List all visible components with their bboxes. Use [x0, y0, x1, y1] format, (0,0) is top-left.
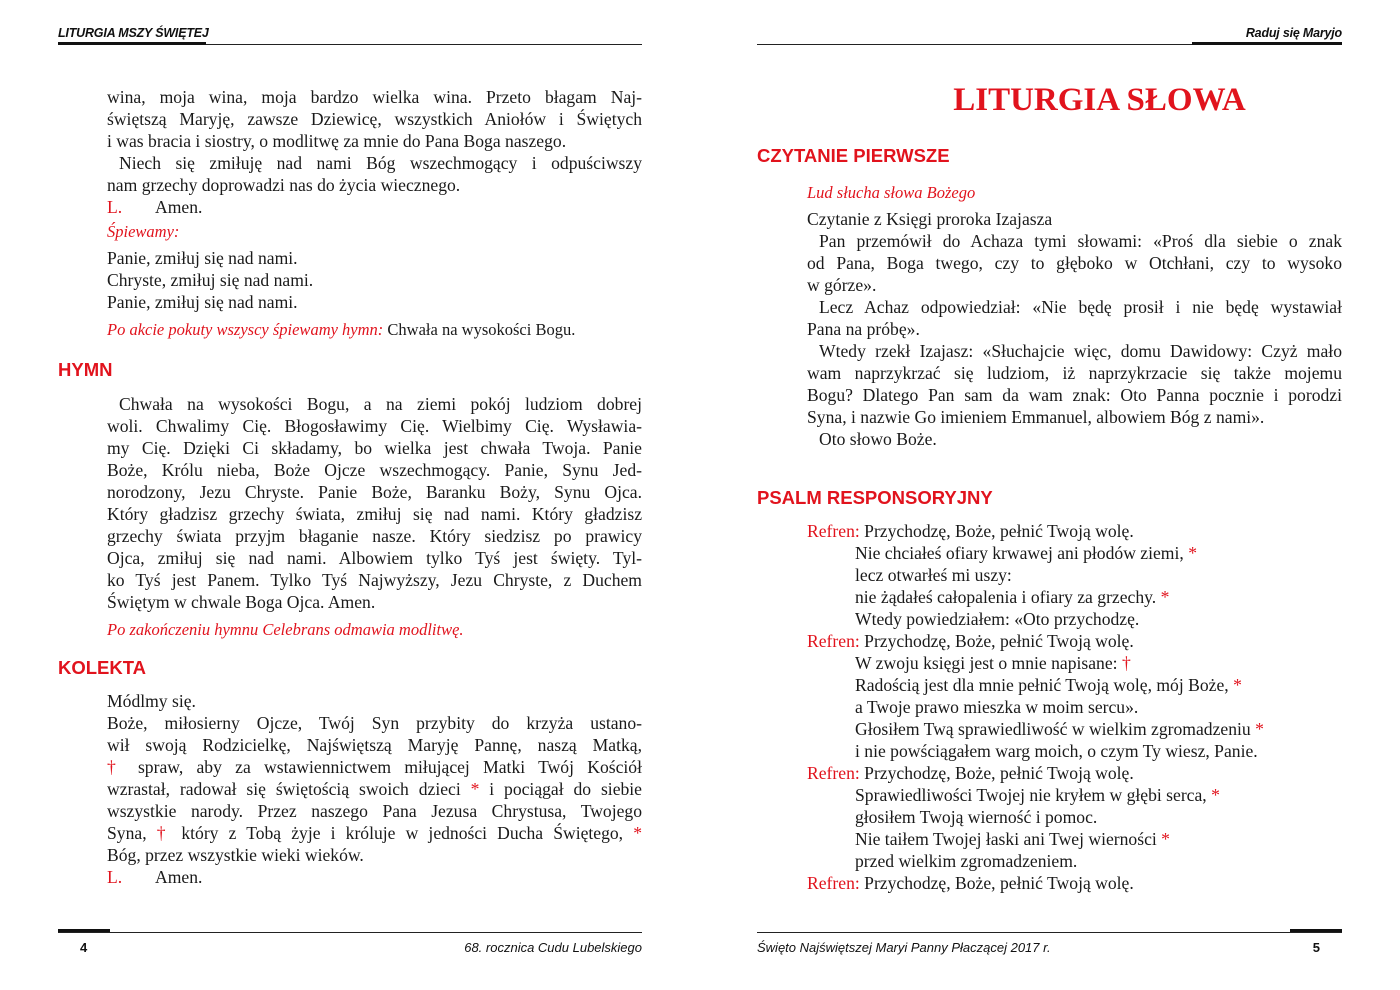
rubric-czytanie: Lud słucha słowa Bożego: [807, 183, 976, 202]
psalm-line-text: W zwoju księgi jest o mnie napisane:: [855, 653, 1122, 673]
asterisk-mark: *: [1233, 675, 1242, 695]
psalm-line-text: nie żądałeś całopalenia i ofiary za grzechy.: [855, 587, 1161, 607]
psalm-line: a Twoje prawo mieszka w moim sercu».: [855, 697, 1139, 717]
kolekta-line: [107, 778, 642, 800]
kolekta-line: wił swoją Rodzicielkę, Najświętszą Maryję Pannę, naszą Matką,: [107, 735, 642, 755]
footer-rule-left: [58, 932, 642, 933]
right-page: [700, 0, 1400, 990]
refrain-text: Przychodzę, Boże, pełnić Twoją wolę.: [859, 521, 1134, 541]
hymn-line: Ojca, zmiłuj się nad nami. Albowiem tylko Tyś jest święty. Tyl-: [107, 548, 642, 568]
psalm-line-text: Radością jest dla mnie pełnić Twoją wolę, mój Boże,: [855, 675, 1234, 695]
kolekta-line-text: wzrastał, radował się świętością swoich dzieci: [107, 779, 471, 799]
rubric-after-hymn: Po zakończeniu hymnu Celebrans odmawia modlitwę.: [107, 620, 464, 639]
header-rule-accent-right: [1192, 42, 1342, 45]
response-text: Amen.: [155, 867, 203, 887]
kyrie-line: Chryste, zmiłuj się nad nami.: [107, 270, 314, 290]
psalm-line: [855, 784, 1220, 806]
refrain-text: Przychodzę, Boże, pełnić Twoją wolę.: [859, 631, 1134, 651]
asterisk-mark: *: [633, 823, 642, 843]
reading-line: od Pana, Boga twego, czy to głęboko w Otchłani, czy to wysoko: [807, 253, 1342, 273]
reading-line: Pan przemówił do Achaza tymi słowami: «Proś dla siebie o znak: [819, 231, 1342, 251]
hymn-line: Chwała na wysokości Bogu, a na ziemi pokój ludziom dobrej: [119, 394, 642, 414]
psalm-line: [855, 542, 1197, 564]
reading-line: Bogu? Dlatego Pan sam da wam znak: Oto Panna pocznie i porodzi: [807, 385, 1342, 405]
psalm-line: i nie powściągałem warg moich, o czym Ty wiesz, Panie.: [855, 741, 1258, 761]
kolekta-line-text: spraw, aby za wstawiennictwem miłującej Matki Twój Kościół: [124, 757, 642, 777]
refrain-line: [807, 762, 1134, 784]
footer-right: Święto Najświętszej Maryi Panny Płaczącej 2017 r.: [757, 940, 1051, 955]
asterisk-mark: *: [1188, 543, 1197, 563]
reading-intro: Czytanie z Księgi proroka Izajasza: [807, 209, 1053, 229]
footer-rule-accent-left: [58, 929, 110, 932]
reading-line: Oto słowo Boże.: [819, 429, 937, 449]
psalm-line: [855, 674, 1242, 696]
kolekta-line: Bóg, przez wszystkie wieki wieków.: [107, 845, 364, 865]
dagger-mark: †: [156, 823, 172, 843]
asterisk-mark: *: [1160, 587, 1170, 607]
psalm-line: [855, 652, 1131, 674]
kolekta-line-text: który z Tobą żyje i króluje w jedności Ducha Świętego,: [171, 823, 634, 843]
hymn-line: grzechy świata przyjm błaganie nasze. Który siedzisz po prawicy: [107, 526, 642, 546]
psalm-line: Wtedy powiedziałem: «Oto przychodzę.: [855, 609, 1140, 629]
response-label: L.: [107, 197, 123, 217]
refrain-line: [807, 872, 1134, 894]
refrain-line: [807, 520, 1134, 542]
asterisk-mark: *: [470, 779, 480, 799]
refrain-label: Refren:: [807, 763, 860, 783]
refrain-label: Refren:: [807, 873, 860, 893]
body-line: i was bracia i siostry, o modlitwę za mnie do Pana Boga naszego.: [107, 131, 567, 151]
rubric-hymn-red: Po akcie pokuty wszyscy śpiewamy hymn:: [107, 320, 384, 339]
body-line: wina, moja wina, moja bardzo wielka wina. Przeto błagam Naj-: [107, 87, 642, 107]
hymn-line: woli. Chwalimy Cię. Błogosławimy Cię. Wielbimy Cię. Wysławia-: [107, 416, 642, 436]
footer-rule-right: [757, 932, 1342, 933]
psalm-line-text: Głosiłem Twą sprawiedliwość w wielkim zgromadzeniu: [855, 719, 1256, 739]
refrain-label: Refren:: [807, 631, 860, 651]
running-head-right: Raduj się Maryjo: [1245, 26, 1342, 40]
response-text: Amen.: [155, 197, 203, 217]
asterisk-mark: *: [1255, 719, 1264, 739]
dagger-mark: †: [107, 757, 125, 777]
psalm-line-text: Sprawiedliwości Twojej nie kryłem w głębi serca,: [855, 785, 1212, 805]
page-number-right: 5: [1312, 940, 1320, 955]
refrain-label: Refren:: [807, 521, 860, 541]
kyrie-line: Panie, zmiłuj się nad nami.: [107, 292, 298, 312]
body-line: Niech się zmiłuję nad nami Bóg wszechmogący i odpuściwszy: [119, 153, 642, 173]
psalm-line: [855, 718, 1264, 740]
kolekta-line: [107, 822, 642, 844]
kyrie-line: Panie, zmiłuj się nad nami.: [107, 248, 298, 268]
reading-line: wam naprzykrzać się ludziom, iż naprzykrzacie się także mojemu: [807, 363, 1342, 383]
hymn-line: Boże, Królu nieba, Boże Ojcze wszechmogący. Panie, Synu Jed-: [107, 460, 642, 480]
section-heading-psalm: PSALM RESPONSORYJNY: [757, 487, 993, 508]
hymn-line: ko Tyś jest Panem. Tylko Tyś Najwyższy, Jezu Chryste, z Duchem: [107, 570, 642, 590]
kolekta-line: Boże, miłosierny Ojcze, Twój Syn przybity do krzyża ustano-: [107, 713, 642, 733]
psalm-line-text: Nie taiłem Twojej łaski ani Twej wierności: [855, 829, 1162, 849]
psalm-line: głosiłem Twoją wierność i pomoc.: [855, 807, 1098, 827]
footer-left: 68. rocznica Cudu Lubelskiego: [464, 940, 642, 955]
footer-rule-accent-right: [1290, 929, 1342, 932]
psalm-line: [855, 586, 1169, 608]
response-label: L.: [107, 867, 123, 887]
header-rule-accent-left: [58, 42, 206, 45]
psalm-line-text: Nie chciałeś ofiary krwawej ani płodów ziemi,: [855, 543, 1189, 563]
kolekta-line-text: Syna,: [107, 823, 157, 843]
rubric-hymn-title: Chwała na wysokości Bogu.: [383, 320, 576, 339]
rubric-hymn: [107, 319, 575, 341]
hymn-line: norodzony, Jezu Chryste. Panie Boże, Baranku Boży, Synu Ojca.: [107, 482, 642, 502]
reading-line: w górze».: [807, 275, 877, 295]
psalm-line: [855, 828, 1170, 850]
reading-line: Syna, i nazwie Go imieniem Emmanuel, albowiem Bóg z nami».: [807, 407, 1265, 427]
body-line: nam grzechy doprowadzi nas do życia wiecznego.: [107, 175, 461, 195]
kolekta-line: [107, 756, 642, 778]
refrain-line: [807, 630, 1134, 652]
body-line: świętszą Maryję, zawsze Dziewicę, wszystkich Aniołów i Świętych: [107, 109, 642, 129]
running-head-left: LITURGIA MSZY ŚWIĘTEJ: [58, 26, 209, 40]
refrain-text: Przychodzę, Boże, pełnić Twoją wolę.: [859, 763, 1134, 783]
hymn-line: my Cię. Dzięki Ci składamy, bo wielka jest chwała Twoja. Panie: [107, 438, 642, 458]
asterisk-mark: *: [1211, 785, 1220, 805]
reading-line: Lecz Achaz odpowiedział: «Nie będę prosił i nie będę wystawiał: [819, 297, 1342, 317]
page-title: LITURGIA SŁOWA: [953, 82, 1246, 118]
hymn-line: Który gładzisz grzechy świata, zmiłuj się nad nami. Który gładzisz: [107, 504, 642, 524]
kolekta-line-text: i pociągał do siebie: [479, 779, 642, 799]
hymn-line: Świętym w chwale Boga Ojca. Amen.: [107, 592, 376, 612]
refrain-text: Przychodzę, Boże, pełnić Twoją wolę.: [859, 873, 1134, 893]
dagger-mark: †: [1121, 653, 1131, 673]
reading-line: Wtedy rzekł Izajasz: «Słuchajcie więc, domu Dawidowy: Czyż mało: [819, 341, 1342, 361]
psalm-line: przed wielkim zgromadzeniem.: [855, 851, 1078, 871]
kolekta-line: wszystkie narody. Przez naszego Pana Jezusa Chrystusa, Twojego: [107, 801, 642, 821]
section-heading-czytanie: CZYTANIE PIERWSZE: [757, 145, 950, 166]
psalm-line: lecz otwarłeś mi uszy:: [855, 565, 1012, 585]
reading-line: Pana na próbę».: [807, 319, 920, 339]
section-heading-kolekta: KOLEKTA: [58, 657, 147, 678]
rubric-spiewamy: Śpiewamy:: [107, 222, 180, 241]
page-number-left: 4: [80, 940, 88, 955]
asterisk-mark: *: [1161, 829, 1170, 849]
section-heading-hymn: HYMN: [58, 359, 113, 380]
kolekta-invitation: Módlmy się.: [107, 691, 196, 711]
